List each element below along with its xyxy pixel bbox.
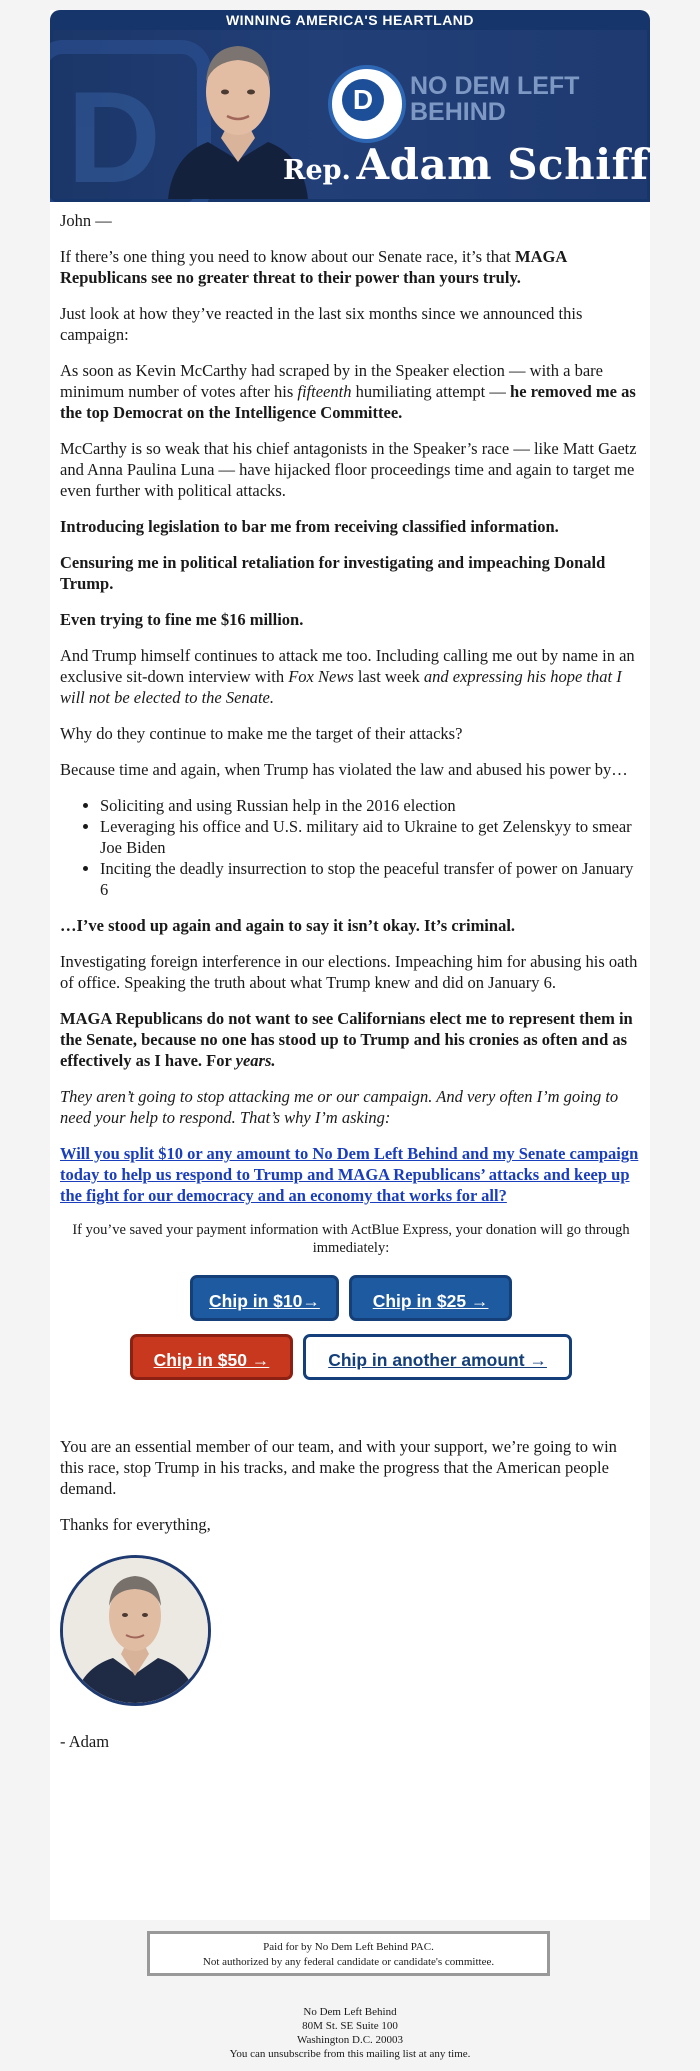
chip-in-25-button[interactable]: Chip in $25 → bbox=[349, 1275, 512, 1321]
bold-paragraph: …I’ve stood up again and again to say it isn’t okay. It’s criminal. bbox=[60, 916, 516, 935]
chip-in-other-amount-button[interactable]: Chip in another amount → bbox=[303, 1334, 572, 1380]
sign-off: Thanks for everything, bbox=[60, 1515, 211, 1534]
no-dem-left-behind-logo-icon: D bbox=[328, 65, 406, 143]
list-item: • Inciting the deadly insurrection to stop the peaceful transfer of power on January 6 bbox=[100, 858, 642, 900]
banner-image bbox=[53, 30, 649, 202]
donate-ask-link[interactable]: Will you split $10 or any amount to No Dem Left Behind and my Senate campaign today to help us respond to Trump and MAGA Republicans’ attacks and keep up the fight for our democracy and an economy that works for all? bbox=[60, 1144, 639, 1205]
bold-paragraph: Censuring me in political retaliation for investigating and impeaching Donald Trump. bbox=[60, 553, 606, 593]
header-banner bbox=[50, 10, 650, 202]
chip-in-10-button[interactable]: Chip in $10→ bbox=[190, 1275, 339, 1321]
signature: - Adam bbox=[60, 1732, 110, 1751]
rep-name-title: Rep. Adam Schiff bbox=[283, 140, 649, 189]
banner-tagline: WINNING AMERICA'S HEARTLAND bbox=[225, 12, 475, 28]
bullet-list bbox=[60, 795, 642, 900]
background-logo-icon: D bbox=[50, 40, 211, 202]
ask-paragraph bbox=[60, 1143, 642, 1206]
email-container bbox=[50, 10, 650, 2071]
paragraph: And Trump himself continues to attack me too. Including calling me out by name in an exclusive sit-down interview with Fox News last week and expressing his hope that I will not be elected to the Senate. bbox=[60, 646, 635, 707]
paragraph: Investigating foreign interference in our elections. Impeaching him for abusing his oath of office. Speaking the truth about what Trump knew and did on January 6. bbox=[60, 952, 638, 992]
unsubscribe-text: You can unsubscribe from this mailing list at any time. bbox=[229, 2048, 471, 2060]
list-item: • Soliciting and using Russian help in the 2016 election bbox=[100, 795, 642, 816]
letter-body bbox=[60, 210, 642, 1767]
donate-buttons-row-1 bbox=[60, 1275, 642, 1327]
bold-paragraph: MAGA Republicans do not want to see Californians elect me to represent them in the Senate, because no one has stood up to Trump and his cronies as often and as effectively as I have. For years. bbox=[60, 1009, 633, 1070]
bold-paragraph: Introducing legislation to bar me from receiving classified information. bbox=[60, 517, 559, 536]
list-item: • Leveraging his office and U.S. military aid to Ukraine to get Zelenskyy to smear Joe Biden bbox=[100, 816, 642, 858]
paid-for-disclaimer: Paid for by No Dem Left Behind PAC. Not authorized by any federal candidate or candidate's committee. bbox=[147, 1931, 550, 1976]
signature-photo bbox=[60, 1555, 211, 1706]
bold-paragraph: Even trying to fine me $16 million. bbox=[60, 610, 304, 629]
paragraph: Just look at how they’ve reacted in the last six months since we announced this campaign: bbox=[60, 304, 583, 344]
paragraph: You are an essential member of our team, and with your support, we’re going to win this race, stop Trump in his tracks, and make the progress that the American people demand. bbox=[60, 1437, 617, 1498]
chip-in-50-button[interactable]: Chip in $50 → bbox=[130, 1334, 293, 1380]
logo-wordmark: NO DEM LEFT BEHIND bbox=[410, 72, 580, 126]
paragraph: If there’s one thing you need to know about our Senate race, it’s that MAGA Republicans see no greater threat to their power than yours truly. bbox=[60, 247, 567, 287]
paragraph: Why do they continue to make me the target of their attacks? bbox=[60, 724, 463, 743]
paragraph: McCarthy is so weak that his chief antagonists in the Speaker’s race — like Matt Gaetz and Anna Paulina Luna — have hijacked floor proceedings time and again to target me even further with political attacks. bbox=[60, 439, 637, 500]
paragraph: Because time and again, when Trump has violated the law and abused his power by… bbox=[60, 760, 628, 779]
italic-paragraph: They aren’t going to stop attacking me or our campaign. And very often I’m going to need your help to respond. That’s why I’m asking: bbox=[60, 1087, 619, 1127]
actblue-express-note: If you’ve saved your payment information with ActBlue Express, your donation will go through immediately: bbox=[72, 1222, 630, 1256]
paragraph: As soon as Kevin McCarthy had scraped by in the Speaker election — with a bare minimum number of votes after his fifteenth humiliating attempt — he removed me as the top Democrat on the Intelligence Committee. bbox=[60, 361, 636, 422]
greeting: John — bbox=[60, 211, 112, 230]
footer-address: No Dem Left Behind 80M St. SE Suite 100 Washington D.C. 20003 You can unsubscribe from this mailing list at any time. bbox=[50, 2005, 650, 2061]
donate-buttons-row-2 bbox=[60, 1334, 642, 1386]
